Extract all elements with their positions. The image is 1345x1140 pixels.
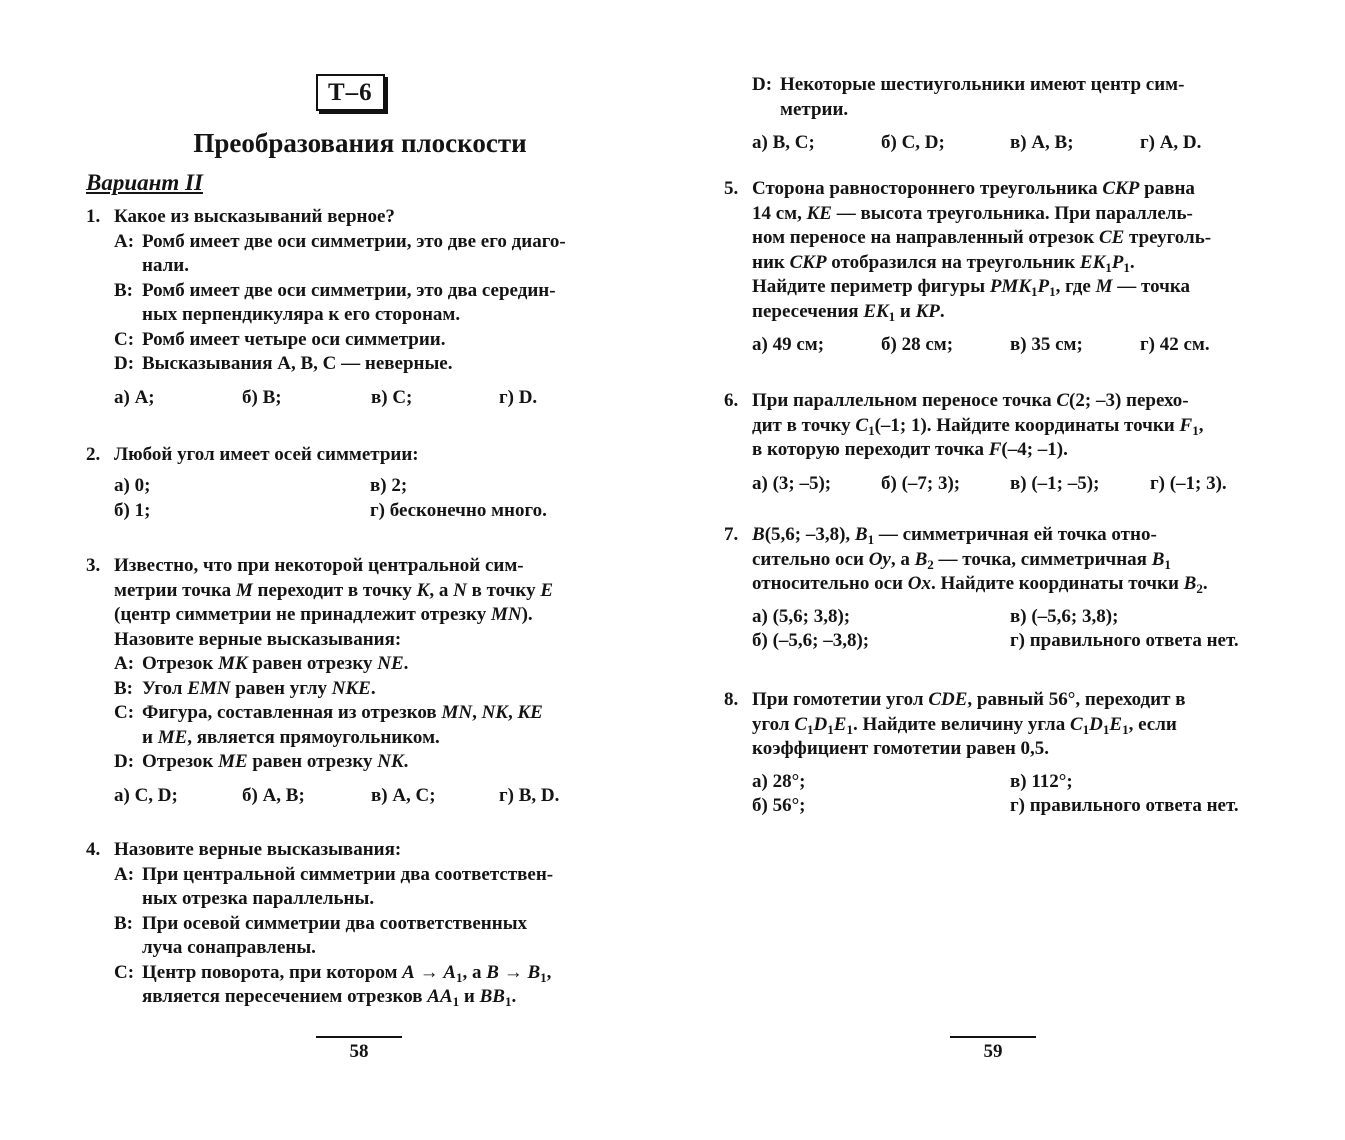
answer-b: б) С, D; xyxy=(881,132,945,153)
answer-c: в) (–1; –5); xyxy=(1010,472,1100,494)
question-4-continued: D: Некоторые шестиугольники имеют центр сим- метрии. а) В, С; б) С, D; в) А, В; г) А, D. xyxy=(724,73,1272,157)
question-text: Любой угол имеет осей симметрии: xyxy=(114,444,419,465)
answer-b: б) 56°; xyxy=(752,794,806,816)
answer-d: г) (–1; 3). xyxy=(1150,472,1227,494)
answer-a: а) С, D; xyxy=(114,784,178,806)
answer-d: г) правильного ответа нет. xyxy=(1010,629,1239,651)
question-8: 8. При гомотетии угол CDE, равный 56°, переходит в угол $C_1D_1E_1$. Найдите величину угла $C_1D_1E_1$, если коэффициент гомотетии равен 0,5. а) 28°; в) 112°; б) 56°; г) правильного ответа нет. xyxy=(724,688,1272,820)
test-code-box: Т–6 xyxy=(316,74,385,111)
answer-d: г) правильного ответа нет. xyxy=(1010,794,1239,816)
answer-a: а) 28°; xyxy=(752,770,806,792)
question-4: 4. Назовите верные высказывания: А: При центральной симметрии два соответствен- ных отрезка параллельны. В: При осевой симметрии два соответственных луча сонаправлены. С: Центр поворота, при котором $A \to A_1$, а $B \to B_1$, является пересечением отрезков $AA_1$ и $BB_1$. xyxy=(86,839,554,1009)
page-number-right: 59 xyxy=(950,1036,1036,1064)
question-7: 7. B(5,6; –3,8), $B_1$ — симметричная ей точка отно- сительно оси Oy, а $B_2$ — точка, симметричная $B_1$ относительно оси Ox. Найдите координаты точки $B_2$. а) (5,6; 3,8); в) (–5,6; 3,8); б) (–5,6; –3,8); г) правильного ответа нет. xyxy=(724,523,1272,655)
answer-c: в) А, С; xyxy=(371,784,436,806)
variant-heading: Вариант II xyxy=(86,170,203,195)
answer-choices xyxy=(724,472,1272,498)
answer-a: а) В, С; xyxy=(752,132,815,153)
answer-a: а) 49 см; xyxy=(752,334,825,355)
answer-b: б) 1; xyxy=(114,499,151,521)
test-title: Преобразования плоскости xyxy=(193,128,527,158)
page-number-left: 58 xyxy=(316,1036,402,1064)
answer-d: г) бесконечно много. xyxy=(370,499,547,521)
answer-choices xyxy=(724,131,1272,157)
question-1: 1. Какое из высказываний верное? А: Ромб имеет две оси симметрии, это две его диаго- нали. В: Ромб имеет две оси симметрии, это два середин- ных перпендикуляра к его сторонам. С: Ромб имеет четыре оси симметрии. D: Высказывания А, В, С — неверные. а) А; б) В; в) С; г) D. xyxy=(86,205,634,412)
question-text: Какое из высказываний верное? xyxy=(114,206,395,227)
option-d-text: Высказывания А, В, С — неверные. xyxy=(142,353,453,374)
answer-c: в) 35 см; xyxy=(1010,334,1083,355)
answer-d: г) D. xyxy=(499,386,538,408)
answer-b: б) А, В; xyxy=(242,784,305,806)
answer-choices xyxy=(724,605,1272,655)
answer-choices xyxy=(724,333,1272,359)
question-5: 5. Сторона равностороннего треугольника CKP равна 14 см, KE — высота треугольника. При параллель- ном переносе на направленный отрезок CE треуголь- ник CKP отобразился на треугольник $EK_1P_1$. Найдите периметр фигуры $PMK_1P_1$, где M — точка пересечения $EK_1$ и KP. а) 49 см; б) 28 см; в) 35 см; г) 42 см. xyxy=(724,177,1272,359)
question-6: 6. При параллельном переносе точка C(2; –3) перехо- дит в точку $C_1(-1$; 1). Найдите координаты точки $F_1$, в которую переходит точка F(–4; –1). а) (3; –5); б) (–7; 3); в) (–1; –5); г) (–1; 3). xyxy=(724,389,1272,498)
question-3: 3. Известно, что при некоторой центральной сим- метрии точка M переходит в точку K, а N в точку E (центр симметрии не принадлежит отрезку MN). Назовите верные высказывания: А: Отрезок MK равен отрезку NE. В: Угол EMN равен углу NKE. С: Фигура, составленная из отрезков MN, NK, KE и ME, является прямоугольником. D: Отрезок ME равен отрезку NK. а) С, D; б) А, В; в) А, С; г) В, D. xyxy=(86,554,634,810)
option-b-text: Ромб имеет две оси симметрии, это два середин- xyxy=(142,279,556,301)
question-number: 1. xyxy=(86,206,101,227)
answer-choices xyxy=(724,770,1272,820)
answer-a: а) (5,6; 3,8); xyxy=(752,605,851,627)
answer-d: г) А, D. xyxy=(1140,132,1202,153)
answer-choices xyxy=(86,474,634,524)
answer-c: в) С; xyxy=(371,386,413,408)
answer-d: г) В, D. xyxy=(499,784,560,806)
answer-a: а) А; xyxy=(114,386,155,408)
answer-b: б) (–7; 3); xyxy=(881,472,961,494)
answer-c: в) (–5,6; 3,8); xyxy=(1010,605,1119,627)
answer-b: б) В; xyxy=(242,386,282,408)
answer-b: б) 28 см; xyxy=(881,334,954,355)
answer-choices xyxy=(86,386,634,412)
answer-c: в) 112°; xyxy=(1010,770,1073,792)
answer-a: а) 0; xyxy=(114,474,151,496)
question-2: 2. Любой угол имеет осей симметрии: а) 0; в) 2; б) 1; г) бесконечно много. xyxy=(86,443,634,524)
option-c-text: Ромб имеет четыре оси симметрии. xyxy=(142,328,446,350)
answer-a: а) (3; –5); xyxy=(752,472,832,494)
answer-c: в) А, В; xyxy=(1010,132,1074,153)
answer-choices xyxy=(86,784,634,810)
answer-d: г) 42 см. xyxy=(1140,334,1210,355)
answer-b: б) (–5,6; –3,8); xyxy=(752,629,870,651)
answer-c: в) 2; xyxy=(370,474,408,496)
option-a-text: Ромб имеет две оси симметрии, это две его диаго- xyxy=(142,230,566,252)
